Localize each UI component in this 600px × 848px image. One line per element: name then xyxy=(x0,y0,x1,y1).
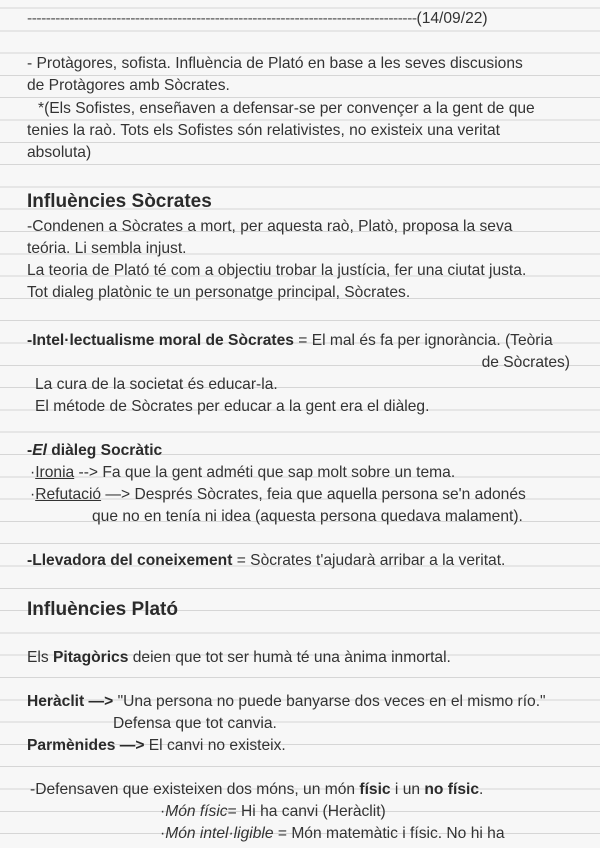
mons-line xyxy=(30,780,483,800)
mon-fisic-term: Món físic xyxy=(165,803,228,820)
ironia-definition: --> Fa que la gent adméti que sap molt sobre un tema. xyxy=(74,464,456,481)
socrates-para-3: La teoria de Plató té com a objectiu trobar la justícia, fer una ciutat justa. xyxy=(27,262,527,279)
intro-line-1: - Protàgores, sofista. Influència de Plató en base a les seves discusions xyxy=(27,55,523,72)
dash-line: ----------------------------------------------------------------------------------- xyxy=(27,10,417,27)
ironia-bullet: · xyxy=(30,464,36,481)
heraclit-term: Heràclit —> xyxy=(27,693,114,710)
heraclit-definition: Defensa que tot canvia. xyxy=(113,715,277,732)
mons-mid: i un xyxy=(390,781,425,798)
cura-line: La cura de la societat és educar-la. xyxy=(35,376,278,393)
intro-line-5: absoluta) xyxy=(27,144,92,161)
mons-fisic: físic xyxy=(359,781,391,798)
refutacio-term: Refutació xyxy=(35,486,102,503)
mon-intelligible-term: Món intel·ligible xyxy=(165,825,274,842)
mon-fisic-line xyxy=(160,802,386,822)
refutacio-line xyxy=(30,485,526,505)
pitagorics-prefix: Els xyxy=(27,649,53,666)
pitagorics-line xyxy=(27,648,451,668)
intro-line-3: *(Els Sofistes, enseñaven a defensar-se per convençer a la gent de que xyxy=(38,100,535,117)
ironia-term: Ironia xyxy=(35,464,75,481)
mons-end: . xyxy=(479,781,484,798)
dialeg-prefix: - xyxy=(27,442,33,459)
dialeg-title: diàleg Socràtic xyxy=(46,442,163,459)
parmenides-line xyxy=(27,736,286,756)
refutacio-bullet: · xyxy=(30,486,36,503)
mon-intelligible-bullet: · xyxy=(160,825,166,842)
intellectualism-term: -Intel·lectualisme moral de Sòcrates xyxy=(27,332,294,349)
llevadora-definition: = Sòcrates t'ajudarà arribar a la veritat. xyxy=(232,552,506,569)
ironia-line xyxy=(30,463,455,483)
date: (14/09/22) xyxy=(416,10,488,27)
mons-no-fisic: no físic xyxy=(424,781,479,798)
mon-intelligible-definition: = Món matemàtic i físic. No hi ha xyxy=(273,825,505,842)
socrates-para-2: teória. Li sembla injust. xyxy=(27,240,187,257)
parmenides-term: Parmènides —> xyxy=(27,737,145,754)
intellectualism-definition-cont: de Sòcrates) xyxy=(481,354,570,371)
header-rule xyxy=(27,9,488,29)
intro-line-2: de Protàgores amb Sòcrates. xyxy=(27,77,230,94)
heading-socrates: Influències Sòcrates xyxy=(27,191,212,212)
intellectualism-definition: = El mal és fa per ignorància. (Teòria xyxy=(293,332,553,349)
dialeg-heading xyxy=(27,441,162,461)
llevadora-term: -Llevadora del coneixement xyxy=(27,552,233,569)
refutacio-definition: —> Després Sòcrates, feia que aquella persona se'n adonés xyxy=(101,486,526,503)
socrates-para-1: -Condenen a Sòcrates a mort, per aquesta raò, Platò, proposa la seva xyxy=(27,218,513,235)
mon-intelligible-line xyxy=(160,824,505,844)
intellectualism-line xyxy=(27,331,553,351)
heraclit-line xyxy=(27,692,546,712)
mon-fisic-bullet: · xyxy=(160,803,166,820)
pitagorics-term: Pitagòrics xyxy=(53,649,129,666)
intro-line-4: tenies la raò. Tots els Sofistes són relativistes, no existeix una veritat xyxy=(27,122,500,139)
socrates-para-4: Tot dialeg platònic te un personatge principal, Sòcrates. xyxy=(27,284,411,301)
mons-prefix: -Defensaven que existeixen dos móns, un món xyxy=(30,781,360,798)
pitagorics-definition: deien que tot ser humà té una ànima inmortal. xyxy=(128,649,451,666)
metode-line: El métode de Sòcrates per educar a la gent era el diàleg. xyxy=(35,398,430,415)
llevadora-line xyxy=(27,551,505,571)
refutacio-definition-cont: que no en tenía ni idea (aquesta persona quedava malament). xyxy=(92,508,523,525)
heraclit-quote: "Una persona no puede banyarse dos veces en el mismo río." xyxy=(113,693,546,710)
parmenides-definition: El canvi no existeix. xyxy=(144,737,286,754)
dialeg-el: El xyxy=(32,442,47,459)
mon-fisic-definition: = Hi ha canvi (Heràclit) xyxy=(227,803,386,820)
heading-plato: Influències Plató xyxy=(27,599,178,620)
